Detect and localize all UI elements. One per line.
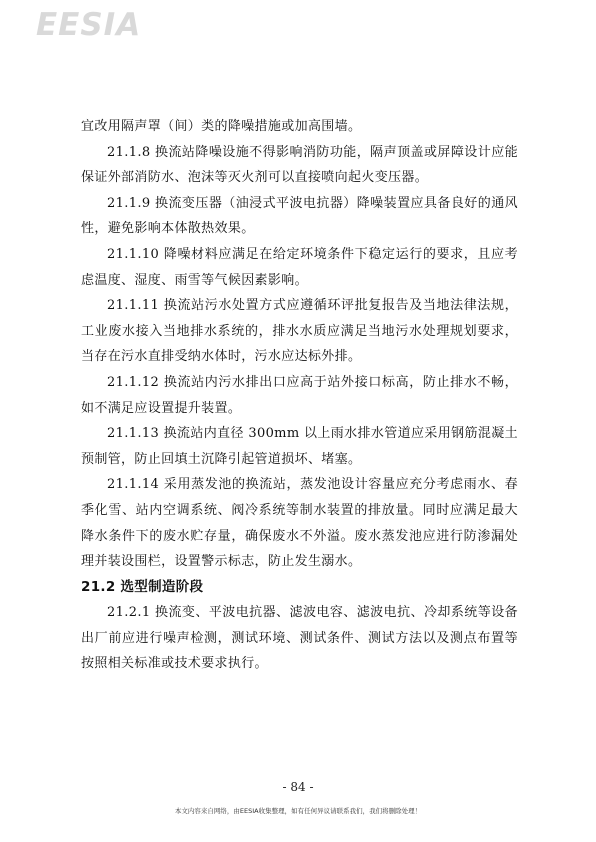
footer-disclaimer: 本文内容来自网络，由EESIA收集整理，如有任何异议请联系我们，我们将删除处理！ xyxy=(174,807,422,815)
clause-21-1-9: 21.1.9 换流变压器（油浸式平波电抗器）降噪装置应具备良好的通风性，避免影响本体散热效果。 xyxy=(81,195,518,237)
section-heading-21-2: 21.2 选型制造阶段 xyxy=(81,578,204,595)
eesia-watermark-logo: EESIA xyxy=(36,7,142,43)
clause-21-2-1: 21.2.1 换流变、平波电抗器、滤波电容、滤波电抗、冷却系统等设备出厂前应进行噪声检测，测试环境、测试条件、测试方法以及测点布置等按照相关标准或技术要求执行。 xyxy=(81,605,518,672)
clause-21-1-10: 21.1.10 降噪材料应满足在给定环境条件下稳定运行的要求，且应考虑温度、湿度、雨雪等气候因素影响。 xyxy=(81,246,518,288)
clause-21-1-12: 21.1.12 换流站内污水排出口应高于站外接口标高，防止排水不畅，如不满足应设置提升装置。 xyxy=(81,374,518,416)
document-body xyxy=(81,114,518,677)
clause-21-1-13: 21.1.13 换流站内直径 300mm 以上雨水排水管道应采用钢筋混凝土预制管，防止回填土沉降引起管道损坏、堵塞。 xyxy=(81,426,518,467)
clause-21-1-14: 21.1.14 采用蒸发池的换流站，蒸发池设计容量应充分考虑雨水、春季化雪、站内空调系统、阀冷系统等制水装置的排放量。同时应满足最大降水条件下的废水贮存量，确保废水不外溢。废水蒸发池应进行防渗漏处理并装设围栏，设置警示标志，防止发生溺水。 xyxy=(81,477,518,570)
paragraph-continuation: 宜改用隔声罩（间）类的降噪措施或加高围墙。 xyxy=(81,119,362,134)
clause-21-1-11: 21.1.11 换流站污水处置方式应遵循环评批复报告及当地法律法规，工业废水接入当地排水系统的，排水水质应满足当地污水处理规划要求，当存在污水直排受纳水体时，污水应达标外排。 xyxy=(81,298,518,365)
page-number: - 84 - xyxy=(282,780,314,794)
clause-21-1-8: 21.1.8 换流站降噪设施不得影响消防功能，隔声顶盖或屏障设计应能保证外部消防水、泡沫等灭火剂可以直接喷向起火变压器。 xyxy=(81,144,518,186)
